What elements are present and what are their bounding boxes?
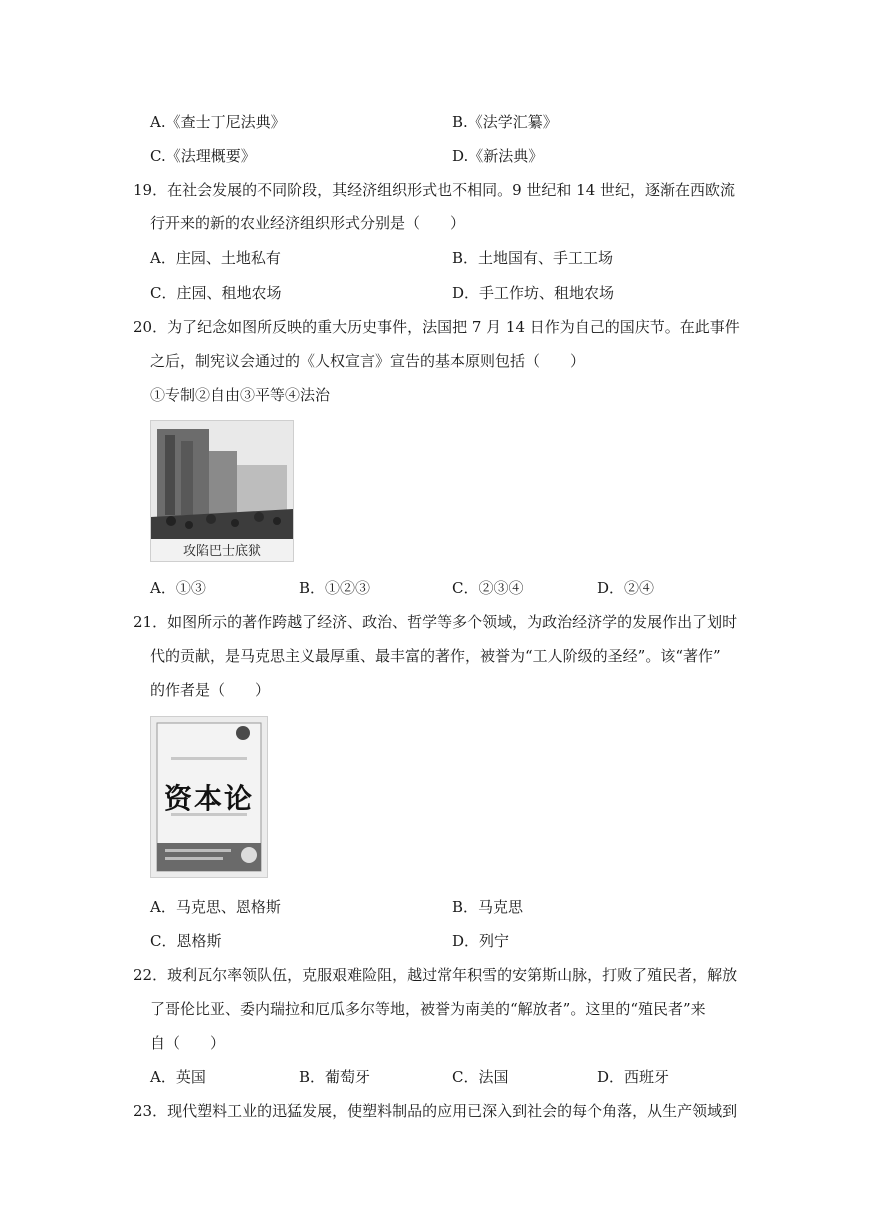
q22-stem-line3: 自（ ） — [150, 1034, 226, 1052]
q21-stem-line1: 21．如图所示的著作跨越了经济、政治、哲学等多个领域，为政治经济学的发展作出了划时 — [133, 613, 738, 631]
q22-stem-line2: 了哥伦比亚、委内瑞拉和厄瓜多尔等地，被誉为南美的“解放者”。这里的“殖民者”来 — [150, 1000, 706, 1018]
q19-option-d: D．手工作坊、租地农场 — [452, 284, 615, 302]
q19-option-b: B．土地国有、手工工场 — [452, 249, 614, 267]
q18-option-a: A.《查士丁尼法典》 — [150, 113, 286, 131]
q19-option-c: C．庄园、租地农场 — [150, 284, 282, 302]
q20-option-a: A．①③ — [150, 579, 206, 597]
q22-option-d: D．西班牙 — [597, 1068, 670, 1086]
q21-stem-line2: 代的贡献，是马克思主义最厚重、最丰富的著作，被誉为“工人阶级的圣经”。该“著作” — [150, 647, 721, 665]
q22-option-c: C．法国 — [452, 1068, 509, 1086]
q21-stem-line3: 的作者是（ ） — [150, 681, 271, 699]
q22-stem-line1: 22．玻利瓦尔率领队伍，克服艰难险阻，越过常年积雪的安第斯山脉，打败了殖民者，解放 — [133, 966, 738, 984]
q21-option-d: D．列宁 — [452, 932, 510, 950]
q20-option-d: D．②④ — [597, 579, 655, 597]
q19-stem-line1: 19．在社会发展的不同阶段，其经济组织形式也不相同。9 世纪和 14 世纪，逐渐在西欧流 — [133, 181, 736, 199]
q22-option-b: B．葡萄牙 — [299, 1068, 371, 1086]
q20-stem-line2: 之后，制宪议会通过的《人权宣言》宣告的基本原则包括（ ） — [150, 352, 586, 370]
q19-option-a: A．庄园、土地私有 — [150, 249, 281, 267]
q20-stem-line1: 20．为了纪念如图所反映的重大历史事件，法国把 7 月 14 日作为自己的国庆节。在此事件 — [133, 318, 740, 336]
bastille-image — [150, 420, 294, 562]
q20-option-c: C．②③④ — [452, 579, 524, 597]
q18-option-d: D.《新法典》 — [452, 147, 544, 165]
q18-option-c: C.《法理概要》 — [150, 147, 256, 165]
q21-option-c: C．恩格斯 — [150, 932, 222, 950]
q22-option-a: A．英国 — [150, 1068, 206, 1086]
q20-stem-line3: ①专制②自由③平等④法治 — [150, 386, 331, 404]
cover-title: 资本论 — [163, 782, 254, 815]
bastille-caption: 攻陷巴士底狱 — [182, 544, 261, 559]
q18-option-b: B.《法学汇纂》 — [452, 113, 558, 131]
q23-stem-line1: 23．现代塑料工业的迅猛发展，使塑料制品的应用已深入到社会的每个角落，从生产领域到 — [133, 1102, 738, 1120]
q21-option-b: B．马克思 — [452, 898, 524, 916]
q20-option-b: B．①②③ — [299, 579, 371, 597]
das-kapital-cover-image — [150, 716, 268, 878]
q21-option-a: A．马克思、恩格斯 — [150, 898, 281, 916]
q19-stem-line2: 行开来的新的农业经济组织形式分别是（ ） — [150, 214, 466, 232]
